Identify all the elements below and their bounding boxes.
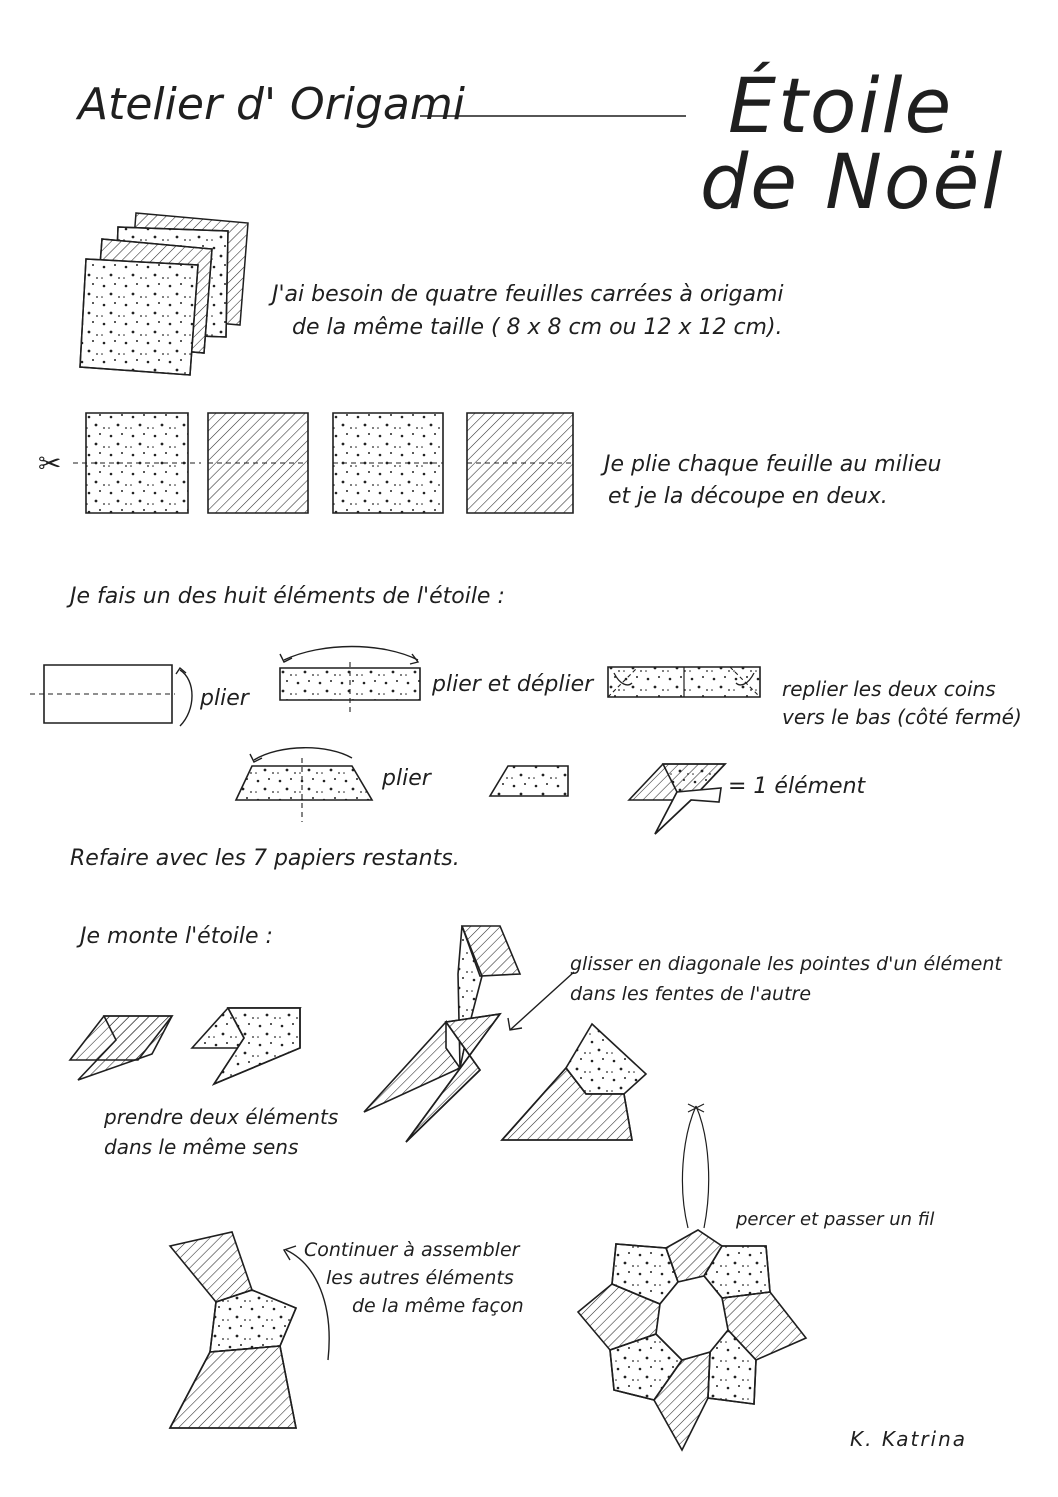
repeat-note: Refaire avec les 7 papiers restants.: [70, 846, 460, 871]
take-line-2: dans le même sens: [104, 1135, 299, 1159]
continue-line-3: de la même façon: [352, 1295, 524, 1317]
assembly-element-1: [68, 1008, 178, 1086]
fold-label-1: plier: [200, 686, 249, 711]
cut-line-2: et je la découpe en deux.: [608, 484, 888, 509]
paper-stack-illustration: [78, 205, 258, 385]
square-dotted-1: [85, 412, 195, 516]
hang-note: percer et passer un fil: [736, 1209, 935, 1230]
square-hatched-2: [466, 412, 576, 516]
fold-label-3b: vers le bas (côté fermé): [782, 705, 1022, 729]
fold-label-4: plier: [382, 766, 431, 791]
slide-line-1: glisser en diagonale les pointes d'un élément: [570, 953, 1002, 975]
fold-step-2: [272, 640, 432, 720]
continue-line-1: Continuer à assembler: [304, 1239, 520, 1261]
intro-line-2: de la même taille ( 8 x 8 cm ou 12 x 12 cm).: [292, 315, 783, 340]
scissors-icon: ✂: [38, 447, 62, 480]
finished-star-illustration: [570, 1098, 820, 1488]
page-title: Atelier d' Origami: [78, 79, 465, 130]
square-dotted-2: [332, 412, 446, 516]
fold-label-2: plier et déplier: [432, 672, 594, 697]
fold-step-6-element: [625, 758, 725, 838]
assembly-heading: Je monte l'étoile :: [80, 924, 273, 949]
fold-step-3: [600, 655, 770, 715]
cut-line-1: Je plie chaque feuille au milieu: [604, 452, 942, 477]
heading-line-1: Étoile: [728, 61, 954, 150]
slide-line-2: dans les fentes de l'autre: [570, 983, 812, 1005]
continue-arrow: [276, 1244, 346, 1364]
continue-line-2: les autres éléments: [326, 1267, 514, 1289]
fold-step-1: [30, 660, 205, 735]
fold-step-4: [232, 738, 382, 828]
artist-signature: K. Katrina: [850, 1427, 968, 1451]
take-line-1: prendre deux éléments: [104, 1105, 339, 1129]
title-rule: [420, 112, 690, 120]
element-heading: Je fais un des huit éléments de l'étoile :: [70, 584, 505, 609]
fold-step-5: [488, 762, 573, 800]
element-result: = 1 élément: [728, 774, 866, 799]
square-hatched-1: [207, 412, 311, 516]
fold-label-3a: replier les deux coins: [782, 677, 996, 701]
intro-line-1: J'ai besoin de quatre feuilles carrées à origami: [272, 282, 784, 307]
heading-line-2: de Noël: [700, 137, 1005, 226]
assembly-element-2: [190, 1002, 305, 1087]
